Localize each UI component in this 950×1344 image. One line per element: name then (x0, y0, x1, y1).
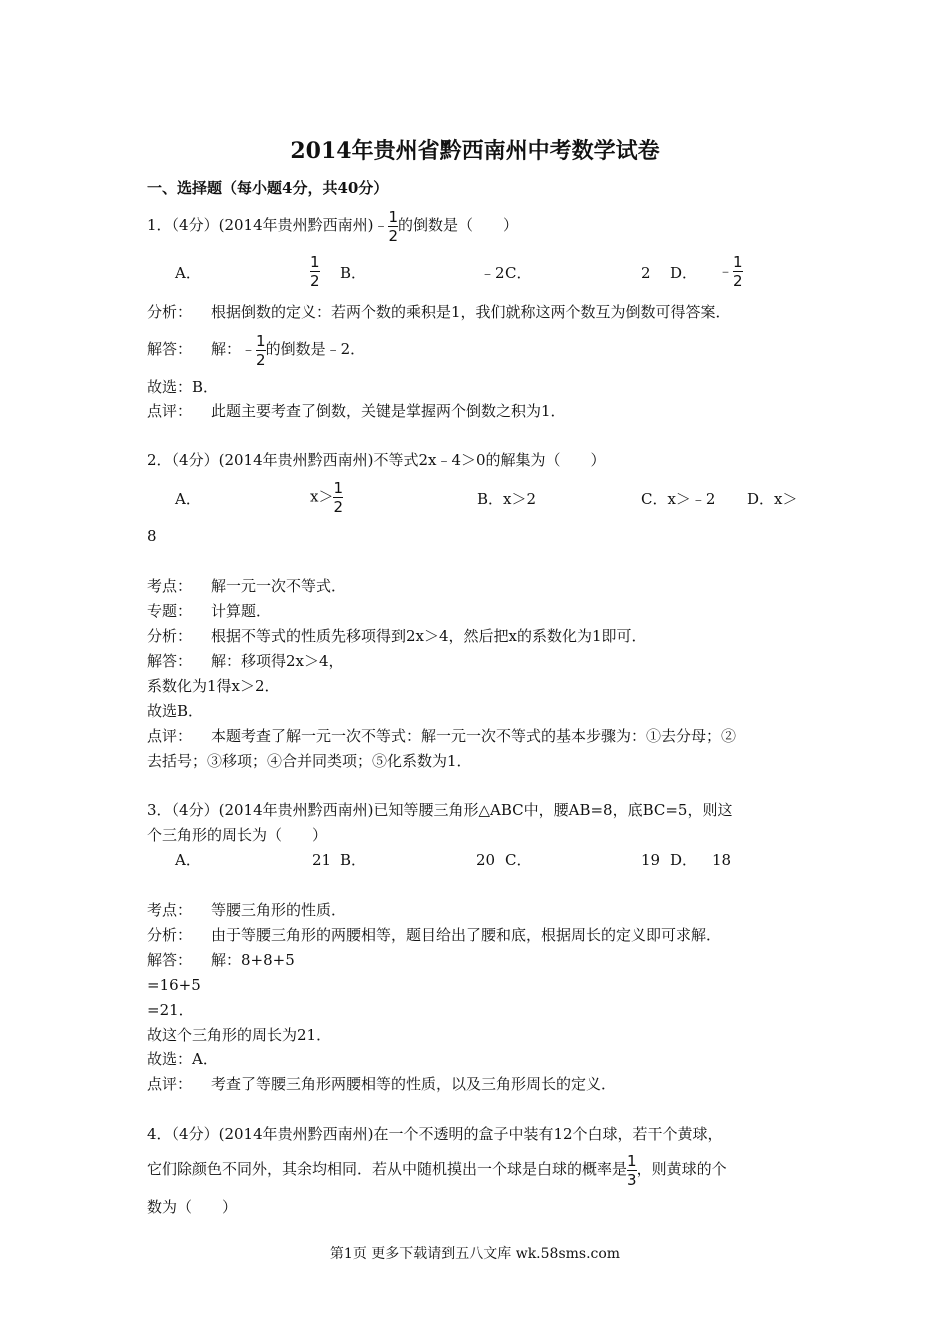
q2-answer: 故选B． (147, 702, 204, 720)
q1-option-c-label: C． (505, 264, 532, 282)
q1-option-d-label: D． (670, 264, 698, 282)
q3-comment-label: 点评： (147, 1075, 193, 1093)
q1-analysis: 根据倒数的定义：若两个数的乘积是1，我们就称这两个数互为倒数可得答案． (211, 303, 731, 321)
q3-comment: 考查了等腰三角形两腰相等的性质，以及三角形周长的定义． (211, 1075, 617, 1093)
q3-option-a-value: 21 (312, 851, 332, 869)
q1-option-c-value: 2 (641, 264, 651, 282)
q3-option-a-label: A． (175, 851, 201, 869)
q2-comment-1: 本题考查了解一元一次不等式：解一元一次不等式的基本步骤为：①去分母；② (211, 727, 737, 745)
q3-stem-1: 3．（4分）(2014年贵州黔西南州)已知等腰三角形△ABC中，腰AB=8，底BC=5，则这 (147, 801, 733, 819)
section-heading: 一、选择题（每小题4分，共40分） (147, 179, 389, 197)
q1-option-a-label: A． (175, 264, 201, 282)
q2-option-c: C．x＞﹣2 (641, 490, 716, 508)
q1-option-d-value: ﹣ $\frac{1}{2}$ (718, 253, 743, 290)
q1-comment-label: 点评： (147, 402, 193, 420)
q1-comment: 此题主要考查了倒数，关键是掌握两个倒数之积为1． (211, 402, 566, 420)
q2-solution-2: 系数化为1得x＞2． (147, 677, 280, 695)
q3-point-label: 考点： (147, 901, 193, 919)
q3-analysis: 由于等腰三角形的两腰相等，题目给出了腰和底，根据周长的定义即可求解． (211, 926, 722, 944)
q4-stem-3: 数为（ ） (147, 1198, 238, 1216)
q3-answer: 故选：A． (147, 1050, 218, 1068)
q2-option-a-label: A． (175, 490, 201, 508)
q2-comment-2: 去括号；③移项；④合并同类项；⑤化系数为1． (147, 752, 472, 770)
q2-solution-label: 解答： (147, 652, 193, 670)
q1-option-b-value: ﹣2 (480, 264, 505, 282)
q3-solution-4: 故这个三角形的周长为21． (147, 1026, 332, 1044)
q3-option-d-value: 18 (712, 851, 732, 869)
q1-solution: 解：﹣ $\frac{1}{2}$ 的倒数是﹣2． (211, 331, 366, 369)
q1-answer: 故选：B． (147, 378, 219, 396)
q2-stem: 2．（4分）(2014年贵州黔西南州)不等式2x﹣4＞0的解集为（ ） (147, 451, 606, 469)
q1-option-b-label: B． (340, 264, 367, 282)
q4-stem-2: 它们除颜色不同外，其余均相同．若从中随机摸出一个球是白球的概率是 $\frac{1}{3}$ ，则黄球的个 (147, 1151, 727, 1189)
q2-analysis: 根据不等式的性质先移项得到2x＞4，然后把x的系数化为1即可． (211, 627, 647, 645)
q3-option-c-value: 19 (641, 851, 661, 869)
q1-option-a-value: $\frac{1}{2}$ (310, 253, 320, 290)
q1-stem: 1．（4分）(2014年贵州黔西南州)﹣ $\frac{1}{2}$ 的倒数是（ ） (147, 207, 519, 245)
q3-option-d-label: D． (670, 851, 698, 869)
q2-option-b: B．x＞2 (477, 490, 537, 508)
q2-comment-label: 点评： (147, 727, 193, 745)
page-footer: 第1页 更多下载请到五八文库 wk.58sms.com (329, 1246, 621, 1262)
q1-fraction: $\frac{1}{2}$ (388, 207, 399, 245)
q2-option-d-cont: 8 (147, 527, 157, 545)
page-title: 2014年贵州省黔西南州中考数学试卷 (290, 138, 660, 164)
q3-option-c-label: C． (505, 851, 532, 869)
q4-fraction: $\frac{1}{3}$ (627, 1151, 637, 1189)
q2-topic-label: 专题： (147, 602, 193, 620)
q2-point-label: 考点： (147, 577, 193, 595)
q2-option-a-value: x＞ $\frac{1}{2}$ (310, 479, 344, 516)
q1-solution-label: 解答： (147, 340, 193, 358)
q3-solution-label: 解答： (147, 951, 193, 969)
q3-solution-1: 解：8+8+5 (211, 951, 295, 969)
q2-point: 解一元一次不等式． (211, 577, 347, 595)
q3-option-b-value: 20 (476, 851, 496, 869)
q3-analysis-label: 分析： (147, 926, 193, 944)
q1-analysis-label: 分析： (147, 303, 193, 321)
q3-point: 等腰三角形的性质． (211, 901, 347, 919)
q4-stem-1: 4．（4分）(2014年贵州黔西南州)在一个不透明的盒子中装有12个白球，若干个黄球， (147, 1125, 723, 1143)
q3-solution-3: =21． (147, 1001, 194, 1019)
q2-topic: 计算题． (211, 602, 272, 620)
q2-solution-1: 解：移项得2x＞4， (211, 652, 344, 670)
q3-option-b-label: B． (340, 851, 367, 869)
q3-solution-2: =16+5 (147, 976, 201, 994)
q2-analysis-label: 分析： (147, 627, 193, 645)
q2-option-d: D．x＞ (747, 490, 798, 508)
q3-stem-2: 个三角形的周长为（ ） (147, 826, 328, 844)
